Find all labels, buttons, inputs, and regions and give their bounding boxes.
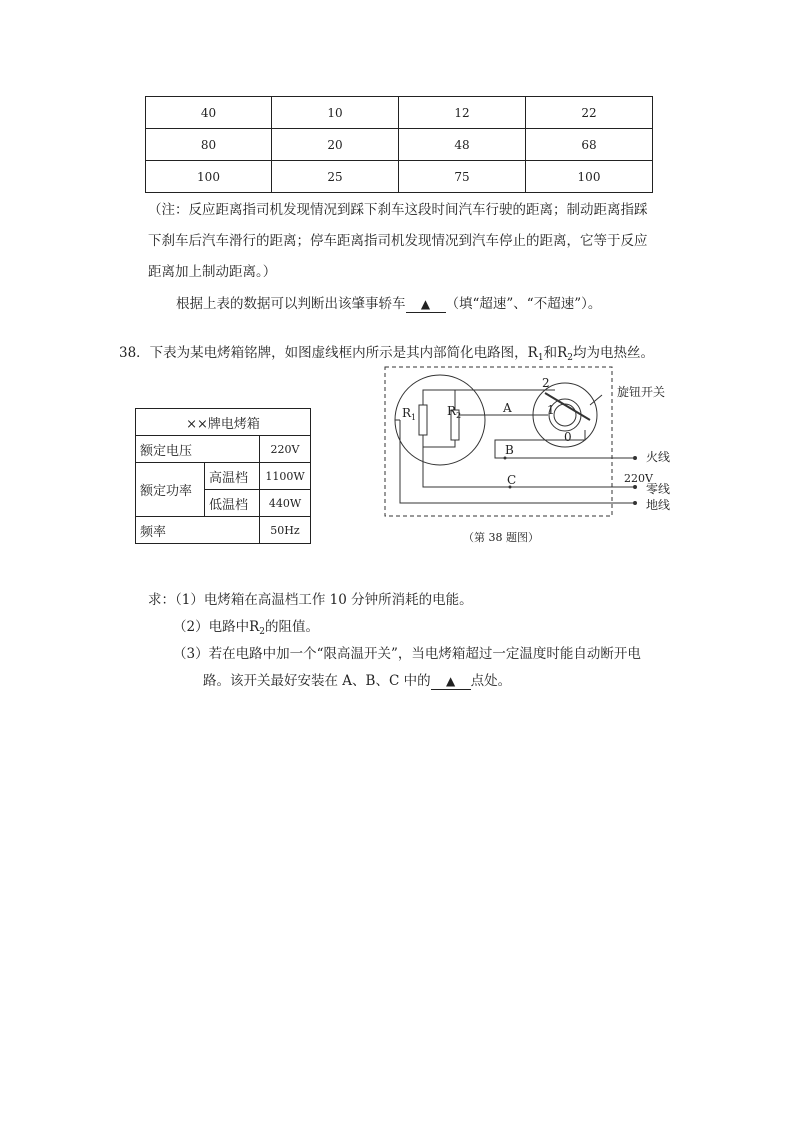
high-label: 高温档 <box>205 463 260 490</box>
r2-label: $R_2$ <box>447 404 462 420</box>
q3-after: 点处。 <box>470 673 512 689</box>
knob-label-pointer <box>590 395 602 405</box>
question-3-line-2 <box>203 673 511 690</box>
neutral-terminal <box>633 485 637 489</box>
r1-resistor <box>419 405 427 435</box>
table-cell: 10 <box>272 97 399 129</box>
low-value: 440W <box>260 490 311 517</box>
q2-after: 的阻值。 <box>265 619 319 635</box>
switch-pos-0: 0 <box>564 430 572 444</box>
table-cell: 12 <box>399 97 526 129</box>
rated-power-label: 额定功率 <box>136 463 205 517</box>
judge-before: 根据上表的数据可以判断出该肇事轿车 <box>176 296 406 312</box>
table-cell: 80 <box>146 129 272 161</box>
table-row <box>146 129 653 161</box>
q38-header <box>119 345 654 366</box>
answer-blank[interactable] <box>431 673 471 690</box>
rated-voltage-label: 额定电压 <box>136 436 260 463</box>
table-cell: 75 <box>399 161 526 193</box>
table-cell: 20 <box>272 129 399 161</box>
q2-before: （2）电路中R <box>173 619 260 635</box>
r1-label: $R_1$ <box>402 406 417 422</box>
rated-voltage-value: 220V <box>260 436 311 463</box>
question-1: 求：（1）电烤箱在高温档工作 10 分钟所消耗的电能。 <box>148 592 473 608</box>
judge-sentence <box>176 296 601 313</box>
ground-wire-label: 地线 <box>646 498 671 512</box>
table-cell: 48 <box>399 129 526 161</box>
frequency-value: 50Hz <box>260 517 311 544</box>
q3-before: 路。该开关最好安装在 A、B、C 中的 <box>203 673 431 689</box>
triangle-mark: ▲ <box>445 674 456 688</box>
table-row <box>136 436 311 463</box>
wire-c <box>423 447 633 487</box>
table-cell: 25 <box>272 161 399 193</box>
table-cell: 100 <box>526 161 653 193</box>
table-row <box>136 409 311 436</box>
low-label: 低温档 <box>205 490 260 517</box>
nameplate-title: ××牌电烤箱 <box>136 409 311 436</box>
table-cell: 22 <box>526 97 653 129</box>
table-cell: 100 <box>146 161 272 193</box>
frequency-label: 频率 <box>136 517 260 544</box>
q38-prefix: 38．下表为某电烤箱铭牌，如图虚线框内所示是其内部简化电路图，R <box>119 345 538 361</box>
r1-subscript: 1 <box>537 353 544 363</box>
switch-pos-2: 2 <box>542 376 550 390</box>
circuit-diagram <box>380 365 680 550</box>
voltage-label: 220V <box>624 472 653 485</box>
point-b-label: B <box>505 443 514 457</box>
table-row <box>136 517 311 544</box>
q38-mid: 和R <box>543 345 568 361</box>
question-3-line-1: （3）若在电路中加一个“限高温开关”，当电烤箱超过一定温度时能自动断开电 <box>173 646 641 662</box>
table-row <box>146 97 653 129</box>
question-2 <box>173 619 319 640</box>
judge-after: （填“超速”、“不超速”）。 <box>445 296 602 312</box>
q38-suffix: 均为电热丝。 <box>572 345 654 361</box>
switch-pos-1: 1 <box>547 403 555 417</box>
high-value: 1100W <box>260 463 311 490</box>
data-table <box>145 96 653 193</box>
figure-caption: （第 38 题图） <box>463 531 539 544</box>
live-wire-label: 火线 <box>646 450 671 464</box>
heater-circle <box>395 375 485 465</box>
nameplate-table <box>135 408 311 544</box>
knob-switch-label: 旋钮开关 <box>617 385 666 399</box>
r2-subscript: 2 <box>567 353 573 363</box>
q2-subscript: 2 <box>259 627 265 637</box>
table-row <box>136 463 311 490</box>
point-a-label: A <box>503 401 512 415</box>
table-row <box>146 161 653 193</box>
table-cell: 40 <box>146 97 272 129</box>
triangle-mark: ▲ <box>420 297 431 311</box>
note-line-3: 距离加上制动距离。） <box>148 264 277 280</box>
dashed-frame <box>385 367 612 516</box>
wire-ground <box>400 420 633 503</box>
neutral-wire-label: 零线 <box>646 482 671 496</box>
knob-hub <box>554 404 576 426</box>
note-line-1: （注：反应距离指司机发现情况到踩下刹车这段时间汽车行驶的距离；制动距离指踩 <box>148 202 648 218</box>
note-line-2: 下刹车后汽车滑行的距离；停车距离指司机发现情况到汽车停止的距离，它等于反应 <box>148 233 648 249</box>
table-cell: 68 <box>526 129 653 161</box>
point-c-label: C <box>507 473 517 487</box>
live-terminal <box>633 456 637 460</box>
answer-blank[interactable] <box>406 296 446 313</box>
wire-r1-r2-bottom <box>423 435 455 447</box>
ground-terminal <box>633 501 637 505</box>
